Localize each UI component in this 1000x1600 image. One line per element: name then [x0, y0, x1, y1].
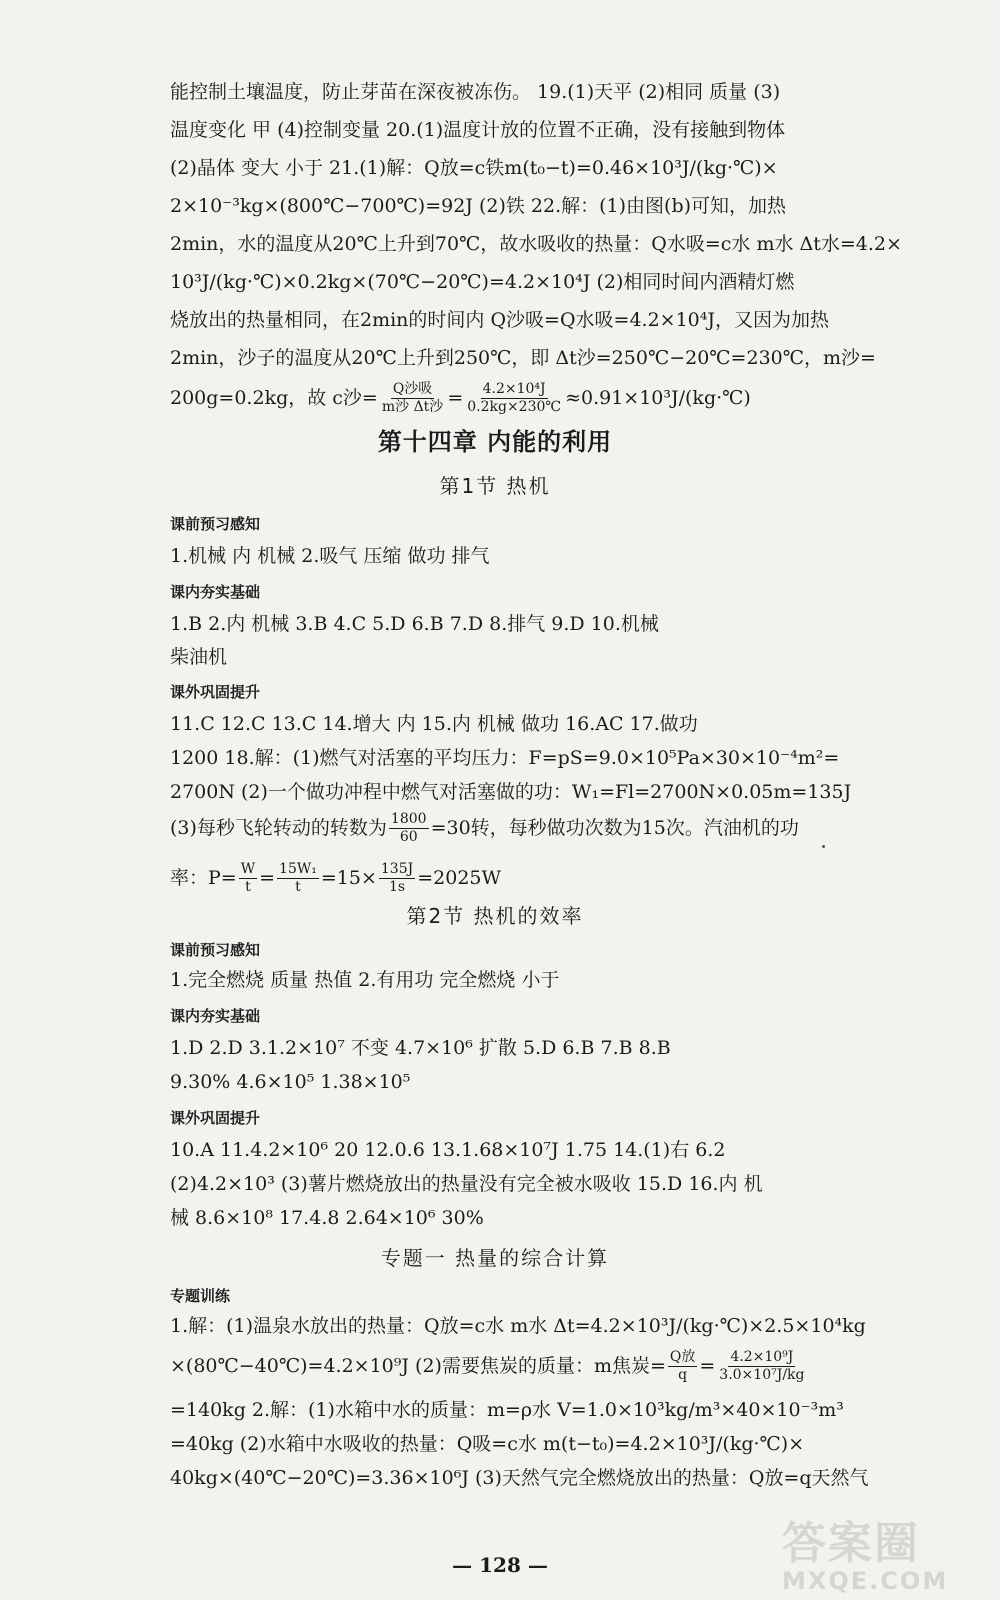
fraction: [389, 811, 429, 846]
fraction: [717, 1349, 806, 1384]
text-line: 1.完全燃烧 质量 热值 2.有用功 完全燃烧 小于: [170, 969, 560, 991]
formula-text: 率：P=: [170, 867, 237, 889]
subsection-heading: 课内夯实基础: [170, 583, 261, 601]
text-line: 10³J/(kg·℃)×0.2kg×(70℃−20℃)=4.2×10⁴J (2)相同时间内酒精灯燃: [170, 271, 795, 293]
text-line: 温度变化 甲 (4)控制变量 20.(1)温度计放的位置不正确，没有接触到物体: [170, 119, 786, 141]
text-line: 2700N (2)一个做功冲程中燃气对活塞做的功：W₁=Fl=2700N×0.05m=135J: [170, 781, 852, 803]
formula-text: =: [447, 387, 464, 409]
formula-text: (3)每秒飞轮转动的转数为: [170, 817, 387, 839]
section-title: 第2节 热机的效率: [406, 904, 584, 928]
text-line: =140kg 2.解：(1)水箱中水的质量：m=ρ水 V=1.0×10³kg/m³×40×10⁻³m³: [170, 1399, 844, 1421]
subsection-heading: 课前预习感知: [170, 515, 261, 533]
text-line: 烧放出的热量相同，在2min的时间内 Q沙吸=Q水吸=4.2×10⁴J，又因为加热: [170, 309, 829, 331]
text-line: 1.D 2.D 3.1.2×10⁷ 不变 4.7×10⁶ 扩散 5.D 6.B 7.B 8.B: [170, 1037, 671, 1059]
fraction-numerator: Q放: [669, 1348, 696, 1365]
fraction-denominator: t: [245, 878, 251, 895]
fraction-numerator: 15W₁: [279, 860, 317, 877]
text-line: 10.A 11.4.2×10⁶ 20 12.0.6 13.1.68×10⁷J 1.75 14.(1)右 6.2: [170, 1139, 726, 1161]
subsection-heading: 课外巩固提升: [170, 683, 261, 701]
fraction: [380, 381, 445, 416]
subsection-heading: 课内夯实基础: [170, 1007, 261, 1025]
text-line: 2min，沙子的温度从20℃上升到250℃，即 Δt沙=250℃−20℃=230℃，m沙=: [170, 347, 876, 369]
fraction: [277, 861, 319, 896]
fraction-denominator: t: [295, 878, 301, 895]
text-line: 1.机械 内 机械 2.吸气 压缩 做功 排气: [170, 545, 490, 567]
subsection-heading: 课外巩固提升: [170, 1109, 261, 1127]
fraction-denominator: 0.2kg×230℃: [467, 398, 562, 415]
fraction: [239, 861, 257, 896]
text-line: 40kg×(40℃−20℃)=3.36×10⁶J (3)天然气完全燃烧放出的热量：Q放=q天然气: [170, 1467, 869, 1489]
formula-text: =: [699, 1355, 716, 1377]
text-line: =40kg (2)水箱中水吸收的热量：Q吸=c水 m(t−t₀)=4.2×10³J/(kg·℃)×: [170, 1433, 805, 1455]
text-line: 9.30% 4.6×10⁵ 1.38×10⁵: [170, 1071, 411, 1093]
page-number: — 128 —: [452, 1553, 548, 1577]
text-line: 柴油机: [170, 646, 228, 668]
fraction-denominator: 1s: [389, 878, 406, 895]
section-title: 专题一 热量的综合计算: [380, 1246, 610, 1270]
formula-text: =2025W: [417, 867, 502, 889]
formula-line: [170, 808, 820, 848]
subsection-heading: 课前预习感知: [170, 941, 261, 959]
fraction-numerator: Q沙吸: [392, 380, 433, 397]
fraction: [465, 381, 563, 416]
fraction-numerator: 1800: [390, 810, 427, 827]
formula-text: =: [259, 867, 276, 889]
fraction-numerator: 4.2×10⁹J: [730, 1348, 794, 1365]
fraction-denominator: 60: [399, 828, 418, 845]
text-line: 1.解：(1)温泉水放出的热量：Q放=c水 m水 Δt=4.2×10³J/(kg·℃)×2.5×10⁴kg: [170, 1315, 866, 1337]
fraction: [668, 1349, 697, 1384]
formula-text: ×(80℃−40℃)=4.2×10⁹J (2)需要焦炭的质量：m焦炭=: [170, 1355, 666, 1377]
text-line: 械 8.6×10⁸ 17.4.8 2.64×10⁶ 30%: [170, 1207, 484, 1229]
text-line: 1200 18.解：(1)燃气对活塞的平均压力：F=pS=9.0×10⁵Pa×30×10⁻⁴m²=: [170, 747, 840, 769]
ink-dot: [822, 845, 825, 848]
chapter-title: 第十四章 内能的利用: [377, 428, 613, 456]
formula-text: 200g=0.2kg，故 c沙=: [170, 387, 378, 409]
subsection-heading: 专题训练: [170, 1287, 231, 1305]
formula-text: =30转，每秒做功次数为15次。汽油机的功: [430, 817, 799, 839]
formula-line: [170, 1344, 820, 1388]
watermark-text: 答案圈: [782, 1518, 920, 1569]
fraction-denominator: q: [678, 1366, 688, 1383]
text-line: 2min，水的温度从20℃上升到70℃，故水吸收的热量：Q水吸=c水 m水 Δt水=4.2×: [170, 233, 902, 255]
fraction-numerator: 4.2×10⁴J: [482, 380, 546, 397]
text-line: (2)晶体 变大 小于 21.(1)解：Q放=c铁m(t₀−t)=0.46×10³J/(kg·℃)×: [170, 157, 778, 179]
fraction-numerator: 135J: [380, 860, 414, 877]
text-line: 能控制土壤温度，防止芽苗在深夜被冻伤。 19.(1)天平 (2)相同 质量 (3): [170, 81, 781, 103]
text-line: 1.B 2.内 机械 3.B 4.C 5.D 6.B 7.D 8.排气 9.D 10.机械: [170, 613, 659, 635]
formula-text: ≈0.91×10³J/(kg·℃): [565, 387, 751, 409]
fraction-denominator: 3.0×10⁷J/kg: [719, 1366, 805, 1383]
section-title: 第1节 热机: [439, 474, 551, 498]
formula-text: =15×: [320, 867, 377, 889]
text-line: 2×10⁻³kg×(800℃−700℃)=92J (2)铁 22.解：(1)由图(b)可知，加热: [170, 195, 787, 217]
text-line: 11.C 12.C 13.C 14.增大 内 15.内 机械 做功 16.AC 17.做功: [170, 713, 698, 735]
fraction-numerator: W: [240, 860, 256, 877]
watermark-logo: [782, 1520, 992, 1595]
watermark-url: MXQE.COM: [782, 1567, 949, 1595]
formula-line: [170, 378, 820, 418]
text-line: (2)4.2×10³ (3)薯片燃烧放出的热量没有完全被水吸收 15.D 16.内 机: [170, 1173, 763, 1195]
formula-line: [170, 858, 820, 898]
fraction: [379, 861, 415, 896]
fraction-denominator: m沙 Δt沙: [381, 398, 444, 415]
